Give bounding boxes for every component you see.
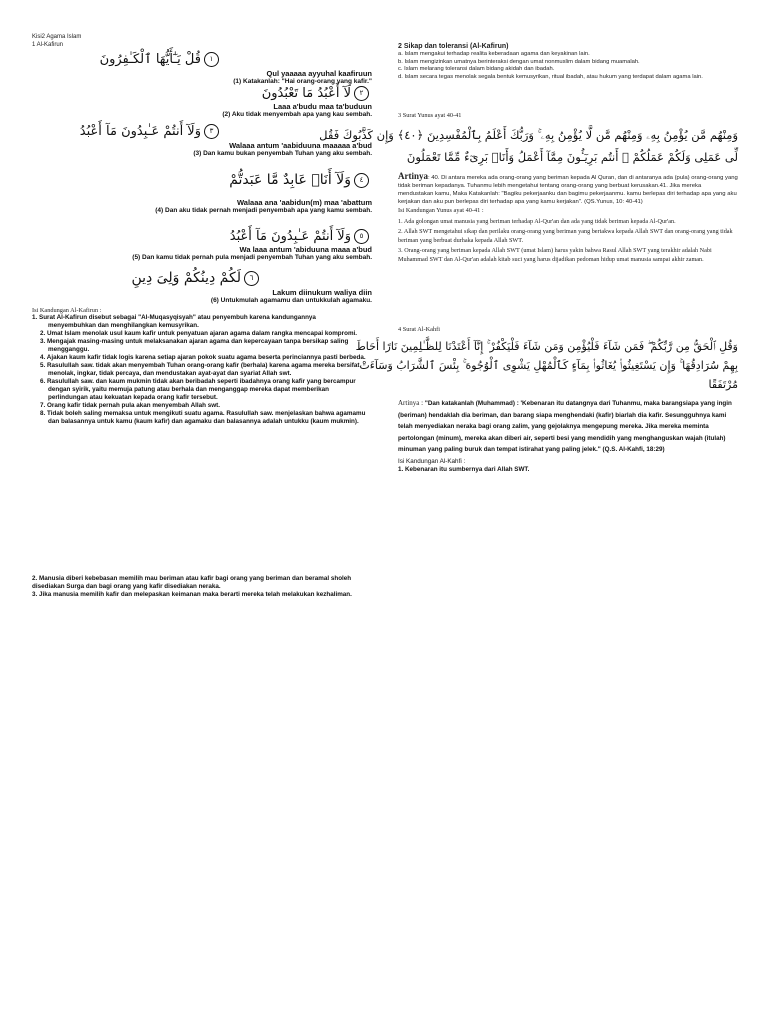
verse-4-arabic: ٤وَلَآ أَنَا۠ عَابِدٌ مَّا عَبَدتُّمْ — [32, 170, 372, 190]
sikap-section — [398, 42, 738, 81]
list-item-cont: dan balasannya untuk kamu (kaum kafir) dan agamaku dan balasannya adalah untukku (kaum mukmin). — [48, 418, 359, 425]
verse-number-mark: ٦ — [244, 271, 259, 286]
list-item: 7. Orang kafir tidak pernah pula akan menyembah Allah swt. — [40, 402, 220, 409]
kahfi-arabic — [355, 337, 738, 394]
yunus-section — [319, 111, 738, 265]
isi-kafirun-heading: Isi Kandungan Al-Kafirun : — [32, 307, 102, 314]
list-item: 1. Kebenaran itu sumbernya dari Allah SWT. — [398, 465, 530, 473]
verse-4-translation: (4) Dan aku tidak pernah menjadi penyembah apa yang kamu sembah. — [155, 207, 372, 214]
list-item: 2. Umat Islam menolak usul kaum kafir untuk penyatuan ajaran agama dalam rangka mencapai kompromi. — [40, 330, 358, 337]
list-item: c. Islam melarang toleransi dalam bidang akidah dan ibadah. — [398, 66, 555, 72]
verse-5-arabic: ٥وَلَآ أَنتُمْ عَـٰبِدُونَ مَآ أَعْبُدُ — [32, 229, 372, 244]
artinya-text: : 40. Di antara mereka ada orang-orang yang beriman kepada Al Quran, dan di antaranya ada (pula) orang-orang yang tidak beriman kepadanya. Tuhanmu lebih mengetahui tentang orang-orang yang berbuat kerusakan.41. Jika mereka mendustakan kamu, Maka Katakanlah: "Bagiku pekerjaanku dan bagimu pekerjaanmu. kamu berlepas diri terhadap apa yang aku kerjakan dan aku pun berlepas diri terhadap apa yang kamu kerjakan". (QS.Yunus, 10: 40-41) — [398, 175, 738, 205]
verse-number-mark: ١ — [204, 52, 219, 67]
list-item: b. Islam mengizinkan umatnya berinteraksi dengan umat nonmuslim dalam bidang muamalah. — [398, 58, 640, 65]
arabic-line: وَقُلِ ٱلْحَقُّ مِن رَّبِّكُمْ ۖ فَمَن شَآءَ فَلْيُؤْمِن وَمَن شَآءَ فَلْيَكْفُرْ ۚ إِنَّآ أَعْتَدْنَا لِلظَّـٰلِمِينَ نَارًا أَحَاطَ — [355, 340, 738, 353]
verse-1-translit: Qul yaaaaa ayyuhal kaafiruun — [266, 69, 372, 78]
list-item-cont: dengan syirik, yaitu memuja patung atau berhala dan menganggap mereka dapat memberikan — [48, 386, 329, 393]
doc-header — [32, 33, 232, 49]
isi-kafirun — [32, 307, 372, 426]
artinya-label: Artinya — [398, 171, 428, 181]
list-item: 2. Allah SWT mengetahui sikap dan perilaku orang-orang yang beriman yang bertakwa kepada Allah SWT dan orang-orang yang tidak beriman yang berbuat durhaka kepada Allah SWT. — [398, 227, 733, 244]
doc-header-line1: Kisi2 Agama Islam — [32, 34, 82, 40]
verse-number-mark: ٣ — [204, 124, 219, 139]
yunus-heading: 3 Surat Yunus ayat 40-41 — [398, 112, 462, 119]
verse-1 — [32, 52, 372, 86]
verse-5 — [32, 229, 372, 262]
kahfi-artinya — [398, 398, 738, 456]
verse-3-translation: (3) Dan kamu bukan penyembah Tuhan yang aku sembah. — [193, 150, 372, 157]
list-item: 8. Tidak boleh saling memaksa untuk mengikuti suatu agama. Rasulullah saw. menjelaskan bahwa agamamu — [40, 410, 366, 417]
kahfi-isi-heading: Isi Kandungan Al-Kahfi : — [398, 457, 466, 465]
verse-number-mark: ٥ — [354, 229, 369, 244]
yunus-isi-list — [398, 217, 738, 265]
isi-kafirun-list — [32, 314, 372, 426]
verse-6-translation: (6) Untukmulah agamamu dan untukkulah agamaku. — [210, 297, 372, 304]
verse-3-translit: Walaaa antum 'aabiduuna maaaaa a'bud — [229, 141, 372, 150]
yunus-isi-heading: Isi Kandungan Yunus ayat 40-41 : — [398, 207, 484, 214]
arabic-line: بِهِمْ سُرَادِقُهَا ۚ وَإِن يَسْتَغِيثُوا۟ يُغَاثُوا۟ بِمَآءٍ كَٱلْمُهْلِ يَشْوِى ٱلْوُجُوهَ ۚ بِئْسَ ٱلشَّرَابُ وَسَآءَتْ — [359, 359, 738, 372]
verse-3-arabic: ٣وَلَآ أَنتُمْ عَـٰبِدُونَ مَآ أَعْبُدُ — [32, 124, 372, 139]
verse-1-arabic: ١قُلْ يَـٰٓأَيُّهَا ٱلْكَـٰفِرُونَ — [32, 52, 372, 67]
yunus-artinya — [398, 172, 738, 206]
verse-6-arabic: ٦لَكُمْ دِينُكُمْ وَلِىَ دِينِ — [32, 270, 372, 286]
verse-5-translation: (5) Dan kamu tidak pernah pula menjadi penyembah Tuhan yang aku sembah. — [132, 254, 372, 261]
list-item: 6. Rasulullah saw. dan kaum mukmin tidak akan beribadah seperti ibadahnya orang kafir yang bercampur — [40, 378, 356, 385]
verse-number-mark: ٤ — [354, 173, 369, 188]
list-item: 1. Ada golongan umat manusia yang beriman terhadap Al-Qur'an dan ada yang tidak beriman kepada Al-Qur'an. — [398, 218, 676, 225]
verse-6 — [32, 270, 372, 305]
verse-4 — [32, 170, 372, 215]
list-item-cont: menolak, ingkar, tidak percaya, dan mendustakan ayat-ayat dan syariat Allah swt. — [48, 370, 292, 377]
arabic-line: مُرْتَفَقًا — [708, 378, 738, 391]
arabic-line: لِّى عَمَلِى وَلَكُمْ عَمَلُكُمْ ۖ أَنتُم بَرِيٓـُٔونَ مِمَّآ أَعْمَلُ وَأَنَا۠ بَرِىٓءٌ مِّمَّا تَعْمَلُونَ — [406, 150, 738, 164]
list-item-cont: perlindungan atau kekuatan kepada orang kafir tersebut. — [48, 394, 218, 401]
artinya-label: Artinya : — [398, 399, 424, 407]
kafirun-extra-list — [32, 575, 372, 599]
list-item: a. Islam mengakui terhadap realita keberadaan agama dan keyakinan lain. — [398, 51, 590, 57]
list-item: 5. Rasulullah saw. tidak akan menyembah Tuhan orang-orang kafir (berhala) karena agama mereka bersifat — [40, 362, 360, 369]
list-item: 3. Orang-orang yang beriman kepada Allah SWT (umat Islam) harus yakin bahwa Rasul Allah SWT yang terakhir adalah Nabi Muhammad SWT dan Al-Qur'an adalah kitab suci yang harus dijadikan pedoman hidup umat manusia sampai akhir zaman. — [398, 246, 712, 263]
verse-4-translit: Walaaa ana 'aabidun(m) maa 'abattum — [237, 198, 372, 207]
verse-6-translit: Lakum diinukum waliya diin — [272, 288, 372, 297]
yunus-arabic — [319, 124, 738, 168]
verse-5-translit: Wa laaa antum 'abiduuna maaa a'bud — [239, 245, 372, 254]
verse-2-translit: Laaa a'budu maa ta'buduun — [273, 102, 372, 111]
list-item: 2. Manusia diberi kebebasan memilih mau beriman atau kafir bagi orang yang beriman dan beramal sholeh disediakan Surga dan bagi orang yang kafir disediakan neraka. — [32, 575, 352, 590]
verse-1-translation: (1) Katakanlah: "Hai orang-orang yang kafir." — [233, 78, 372, 85]
arabic-line: وَمِنْهُم مَّن يُؤْمِنُ بِهِۦ وَمِنْهُم مَّن لَّا يُؤْمِنُ بِهِۦ ۚ وَرَبُّكَ أَعْلَمُ بِٱلْمُفْسِدِينَ ﴿٤٠﴾ وَإِن كَذَّبُوكَ فَقُل — [319, 128, 738, 142]
artinya-text: "Dan katakanlah (Muhammad) : 'Kebenaran itu datangnya dari Tuhanmu, maka barangsiapa yang ingin (beriman) hendaklah dia beriman, dan barang siapa menghendaki (kafir) biarlah dia kafir. Sesungguhnya kami telah menyediakan neraka bagi orang zalim, yang gejolaknya mengepung mereka. Jika mereka meminta pertolongan (minum), mereka akan diberi air, seperti besi yang mendidih yang menghanguskan wajah (itulah) minuman yang paling buruk dan tempat istirahat yang paling jelek." (Q.S. Al-Kahfi, 18:29) — [398, 400, 732, 454]
kahfi-section — [355, 325, 738, 474]
doc-header-line2: 1 Al-Kafirun — [32, 42, 64, 48]
list-item: 1. Surat Al-Kafirun disebut sebagai "Al-Muqasyqisyah" atau penyembuh karena kandungannya — [32, 314, 316, 321]
list-item: d. Islam secara tegas menolak segala bentuk kemusyrikan, ritual ibadah, atau hukum yang terdapat dalam agama lain. — [398, 73, 703, 80]
list-item-cont: menyembuhkan dan menghilangkan kemusyrikan. — [48, 322, 199, 329]
list-item: 3. Jika manusia memilih kafir dan melepaskan keimanan maka berarti mereka telah melakukan kezhaliman. — [32, 591, 352, 598]
sikap-list — [398, 51, 738, 81]
list-item: 3. Mengajak masing-masing untuk melaksanakan ajaran agama dan kepercayaan tanpa bersikap saling — [40, 338, 349, 345]
verse-number-mark: ٢ — [354, 86, 369, 101]
kahfi-heading: 4 Surat Al-Kahfi — [398, 326, 440, 333]
sikap-heading: 2 Sikap dan toleransi (Al-Kafirun) — [398, 43, 509, 50]
verse-2-arabic: ٢لَآ أَعْبُدُ مَا تَعْبُدُونَ — [32, 86, 372, 101]
verse-2-translation: (2) Aku tidak menyembah apa yang kau sembah. — [222, 111, 372, 118]
list-item-cont: mengganggu. — [48, 346, 90, 353]
verse-2 — [32, 86, 372, 119]
list-item: 4. Ajakan kaum kafir tidak logis karena setiap ajaran pokok suatu agama beserta perinciannya pasti berbeda. — [40, 354, 366, 361]
